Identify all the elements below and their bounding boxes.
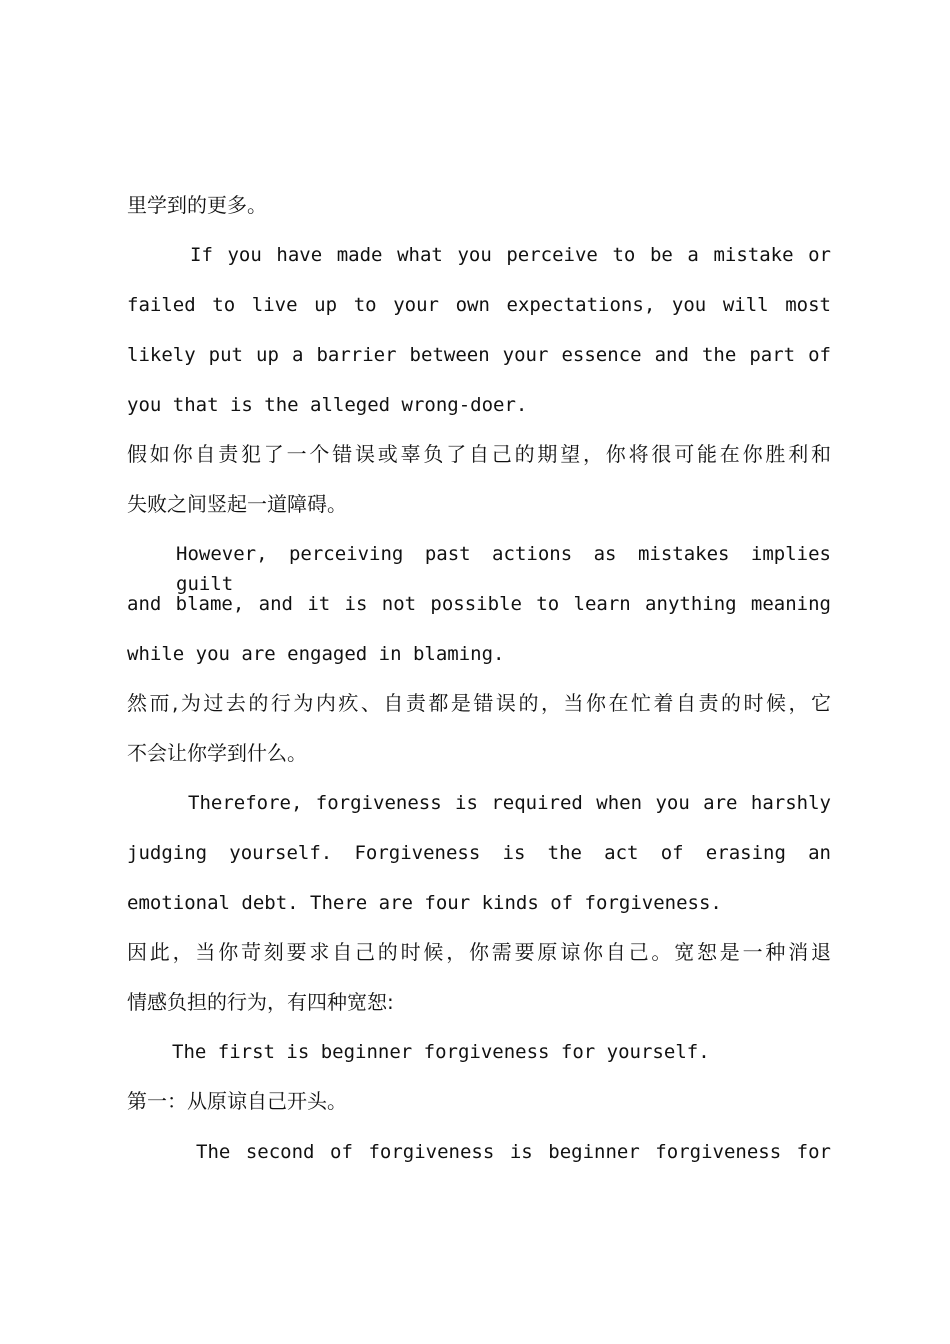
- text-line: while you are engaged in blaming.: [127, 643, 505, 665]
- text-line: 然而,为过去的行为内疚、自责都是错误的，当你在忙着自责的时候，它: [127, 691, 831, 715]
- text-line: The second of forgiveness is beginner forgiveness for: [196, 1141, 831, 1163]
- text-line: 失败之间竖起一道障碍。: [127, 492, 347, 516]
- text-line: failed to live up to your own expectations, you will most: [127, 294, 831, 316]
- text-line: 不会让你学到什么。: [127, 741, 307, 765]
- text-line: likely put up a barrier between your essence and the part of: [127, 344, 831, 366]
- text-line: emotional debt. There are four kinds of forgiveness.: [127, 892, 722, 914]
- text-line: and blame, and it is not possible to learn anything meaning: [127, 593, 831, 615]
- text-line: However, perceiving past actions as mistakes implies guilt: [176, 543, 831, 595]
- text-line: Therefore, forgiveness is required when you are harshly: [188, 792, 831, 814]
- text-line: 因此，当你苛刻要求自己的时候，你需要原谅你自己。宽恕是一种消退: [127, 940, 831, 964]
- text-line: you that is the alleged wrong-doer.: [127, 394, 528, 416]
- text-line: 假如你自责犯了一个错误或辜负了自己的期望，你将很可能在你胜利和: [127, 442, 831, 466]
- text-line: 里学到的更多。: [127, 193, 267, 217]
- text-line: 情感负担的行为，有四种宽恕:: [127, 990, 394, 1014]
- text-line: If you have made what you perceive to be a mistake or: [190, 244, 831, 266]
- text-line: judging yourself. Forgiveness is the act of erasing an: [127, 842, 831, 864]
- text-line: 第一：从原谅自己开头。: [127, 1089, 347, 1113]
- text-line: The first is beginner forgiveness for yourself.: [172, 1041, 710, 1063]
